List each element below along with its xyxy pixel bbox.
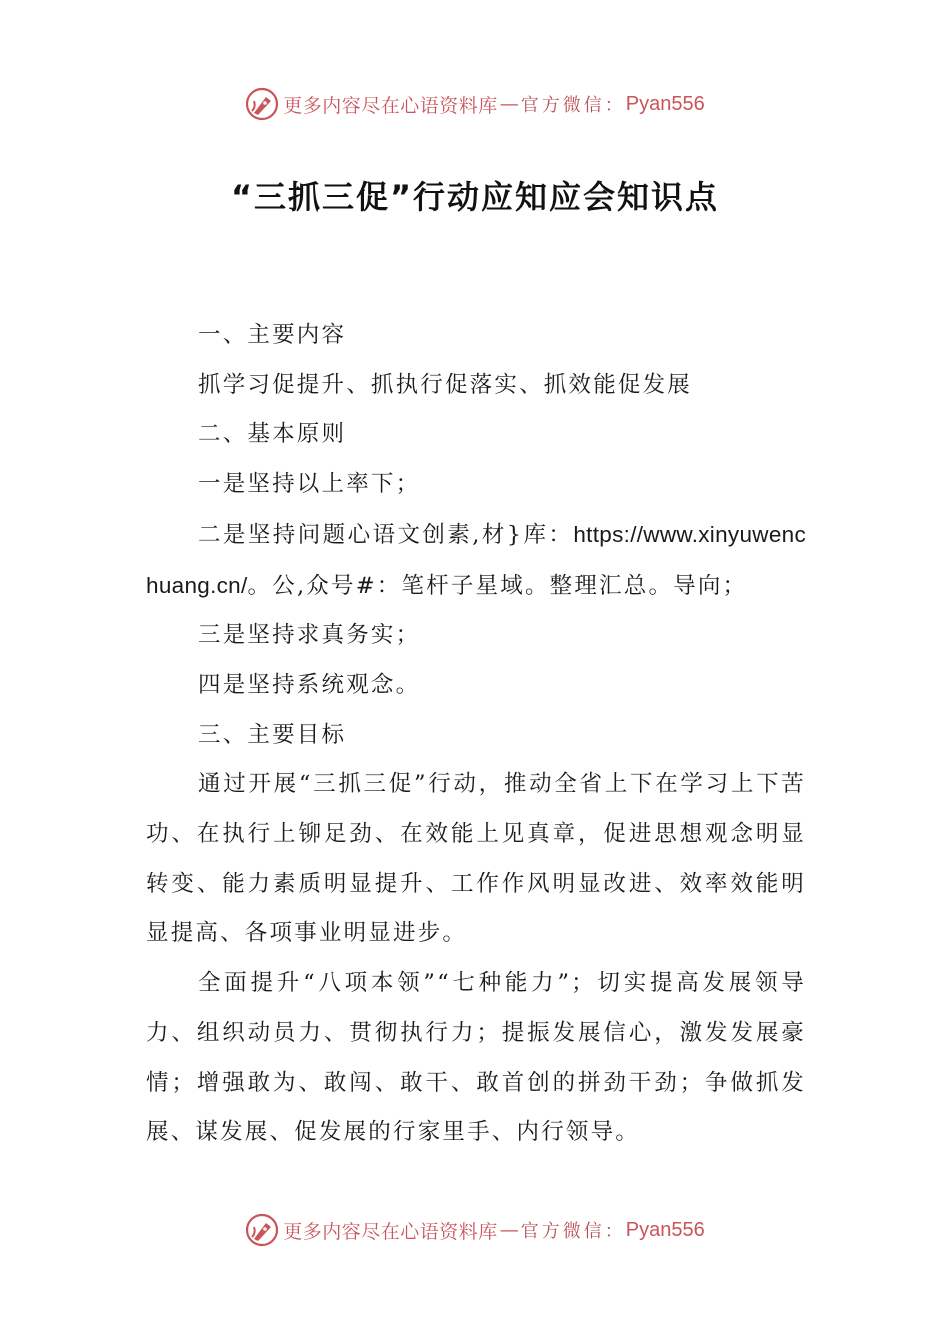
- principle-item-2-text-a: 二是坚持问题心语文创素,材}库：: [198, 521, 574, 548]
- paragraph-goals-2: 全面提升“八项本领”“七种能力”；切实提高发展领导力、组织动员力、贯彻执行力；提振发展信心，激发发展豪情；增强敢为、敢闯、敢干、敢首创的拼劲干劲；争做抓发展、谋发展、促发展的行家里手、内行领导。: [146, 970, 806, 1146]
- section-heading-basic-principles: 二、基本原则: [198, 421, 347, 448]
- principle-item-4: 四是坚持系统观念。: [198, 671, 421, 698]
- document-body: [146, 311, 806, 1158]
- watermark-site-text: 更多内容尽在心语资料库: [283, 94, 498, 117]
- watermark-wechat-id: Pyan556: [625, 92, 705, 115]
- fountain-pen-nib-icon: [245, 1213, 279, 1247]
- principle-item-2: [146, 510, 806, 611]
- paragraph-main-content: 抓学习促提升、抓执行促落实、抓效能促发展: [198, 371, 693, 398]
- document-title: “三抓三促”行动应知应会知识点: [230, 178, 720, 216]
- section-heading-main-goals: 三、主要目标: [198, 721, 347, 748]
- watermark-dash: —: [499, 93, 519, 115]
- section-heading-main-content: 一、主要内容: [198, 322, 347, 348]
- principle-item-1: 一是坚持以上率下；: [198, 471, 421, 498]
- footer-watermark: [0, 1210, 950, 1250]
- watermark-wechat-label: 官方微信：: [520, 1221, 626, 1242]
- watermark-wechat-id: Pyan556: [625, 1218, 705, 1241]
- source-url: https://www.xinyuwenchuang.cn/: [146, 521, 806, 598]
- header-watermark: [0, 84, 950, 124]
- paragraph-goals-1: 通过开展“三抓三促”行动，推动全省上下在学习上下苦功、在执行上铆足劲、在效能上见真章，促进思想观念明显转变、能力素质明显提升、工作作风明显改进、效率效能明显提高、各项事业明显进步。: [146, 771, 806, 947]
- principle-item-2-text-b: 。公,众号#：笔杆子星域。整理汇总。导向；: [247, 572, 748, 599]
- watermark-site-text: 更多内容尽在心语资料库: [283, 1220, 498, 1243]
- watermark-wechat-label: 官方微信：: [520, 95, 626, 116]
- watermark-dash: —: [499, 1219, 519, 1241]
- fountain-pen-nib-icon: [245, 87, 279, 121]
- principle-item-3: 三是坚持求真务实；: [198, 622, 421, 649]
